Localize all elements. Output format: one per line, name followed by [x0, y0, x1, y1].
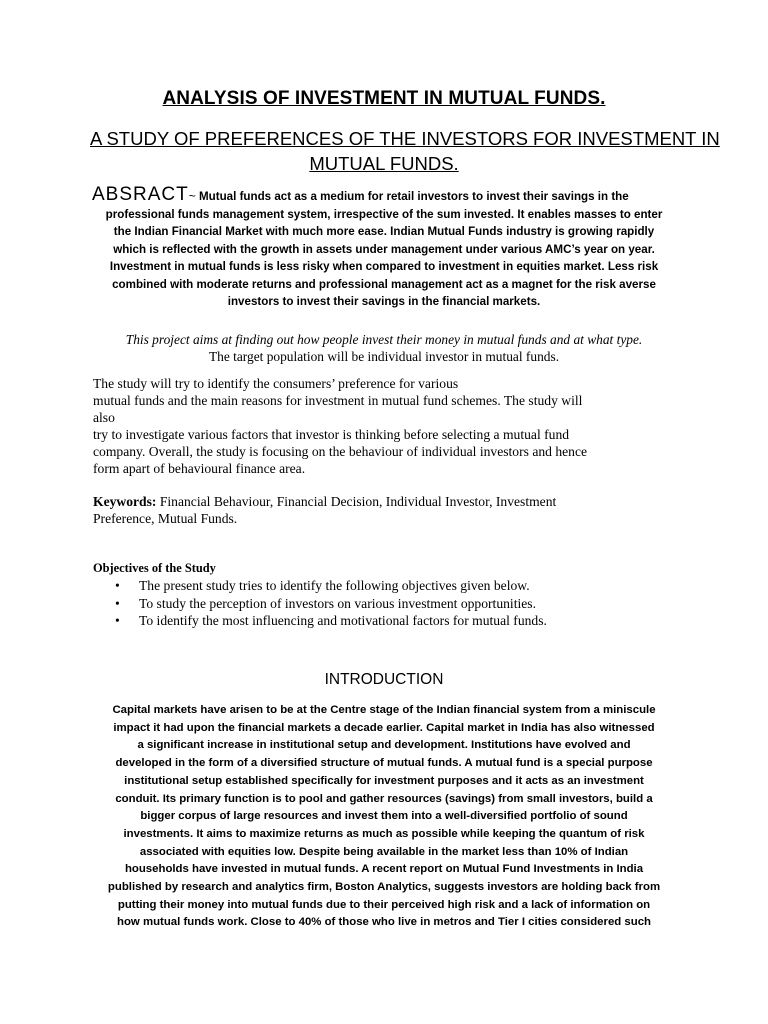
- objective-item: [115, 595, 675, 613]
- study-line: form apart of behavioural finance area.: [93, 461, 306, 476]
- document-subtitle: [90, 126, 720, 176]
- study-line: The study will try to identify the consumers’ preference for various: [93, 376, 459, 391]
- abstract-line: the Indian Financial Market with much more ease. Indian Mutual Funds industry is growing rapidly: [113, 225, 655, 238]
- keywords-first-line: [93, 493, 683, 510]
- abstract-line: Mutual funds act as a medium for retail investors to invest their savings in the: [199, 190, 629, 203]
- intro-line: associated with equities low. Despite being available in the market less than 10% of Indian: [139, 845, 629, 858]
- study-line: try to investigate various factors that investor is thinking before selecting a mutual fund: [93, 427, 570, 442]
- keywords-label: Keywords:: [93, 494, 157, 509]
- intro-line: how mutual funds work. Close to 40% of those who live in metros and Tier I cities considered such: [117, 916, 651, 929]
- abstract-paragraph: [92, 186, 676, 311]
- abstract-line: investors to invest their savings in the financial markets.: [227, 295, 541, 308]
- bullet-icon: •: [115, 578, 120, 593]
- aim-target-line: The target population will be individual investor in mutual funds.: [208, 349, 560, 364]
- objective-text: To identify the most influencing and motivational factors for mutual funds.: [139, 613, 547, 628]
- bullet-icon: •: [115, 595, 120, 611]
- intro-line: impact it had upon the financial markets a decade earlier. Capital market in India has also witnessed: [113, 721, 655, 734]
- subtitle-line: MUTUAL FUNDS.: [309, 153, 459, 174]
- study-line: also: [93, 410, 115, 425]
- intro-line: putting their money into mutual funds due to their perceived high risk and a lack of information on: [117, 898, 651, 911]
- intro-line: published by research and analytics firm, Boston Analytics, suggests investors are holding back from: [107, 881, 661, 894]
- objectives-heading: Objectives of the Study: [93, 561, 216, 575]
- intro-line: institutional setup established specifically for investment purposes and it acts as an investment: [124, 774, 644, 787]
- abstract-line: Investment in mutual funds is less risky when compared to investment in equities market. Less risk: [109, 260, 659, 273]
- keywords-line: Financial Behaviour, Financial Decision, Individual Investor, Investment: [159, 494, 557, 509]
- abstract-line: which is reflected with the growth in assets under management under various AMC’s year on year.: [113, 242, 655, 256]
- bullet-icon: •: [115, 613, 120, 628]
- abstract-first-line: [92, 186, 676, 206]
- intro-line: a significant increase in institutional setup and development. Institutions have evolved and: [137, 739, 631, 752]
- objectives-list: [115, 577, 675, 630]
- intro-line: conduit. Its primary function is to pool and gather resources (savings) from small investors, build a: [115, 792, 653, 805]
- abstract-label: ABSRACT: [92, 184, 189, 205]
- objective-text: To study the perception of investors on various investment opportunities.: [139, 595, 536, 611]
- intro-line: investments. It aims to maximize returns as much as possible while keeping the quantum of risk: [123, 827, 645, 840]
- keywords-paragraph: [93, 493, 683, 527]
- intro-line: households have invested in mutual funds. A recent report on Mutual Fund Investments in India: [124, 863, 644, 876]
- document-title: ANALYSIS OF INVESTMENT IN MUTUAL FUNDS.: [162, 88, 606, 109]
- keywords-line: Preference, Mutual Funds.: [93, 511, 238, 526]
- intro-line: Capital markets have arisen to be at the Centre stage of the Indian financial system from a miniscule: [112, 704, 656, 716]
- introduction-heading: INTRODUCTION: [324, 671, 444, 688]
- study-paragraph: [93, 375, 673, 477]
- introduction-paragraph: [88, 702, 680, 932]
- abstract-line: professional funds management system, irrespective of the sum invested. It enables masses to enter: [105, 207, 663, 221]
- aim-italic-line: This project aims at finding out how people invest their money in mutual funds and at what type.: [125, 332, 643, 347]
- abstract-separator: ~: [188, 189, 196, 203]
- study-line: mutual funds and the main reasons for investment in mutual fund schemes. The study will: [93, 393, 583, 408]
- aim-paragraph: [0, 331, 768, 365]
- objective-item: [115, 577, 675, 595]
- intro-line: bigger corpus of large resources and invest them into a well-diversified portfolio of sound: [140, 810, 628, 823]
- study-line: company. Overall, the study is focusing on the behaviour of individual investors and hence: [93, 444, 588, 459]
- intro-line: developed in the form of a diversified structure of mutual funds. A mutual fund is a special purpose: [115, 757, 653, 770]
- abstract-line: combined with moderate returns and professional management act as a magnet for the risk averse: [112, 277, 656, 291]
- objective-text: The present study tries to identify the following objectives given below.: [139, 578, 530, 593]
- objective-item: [115, 612, 675, 630]
- subtitle-line: A STUDY OF PREFERENCES OF THE INVESTORS FOR INVESTMENT IN: [90, 128, 720, 149]
